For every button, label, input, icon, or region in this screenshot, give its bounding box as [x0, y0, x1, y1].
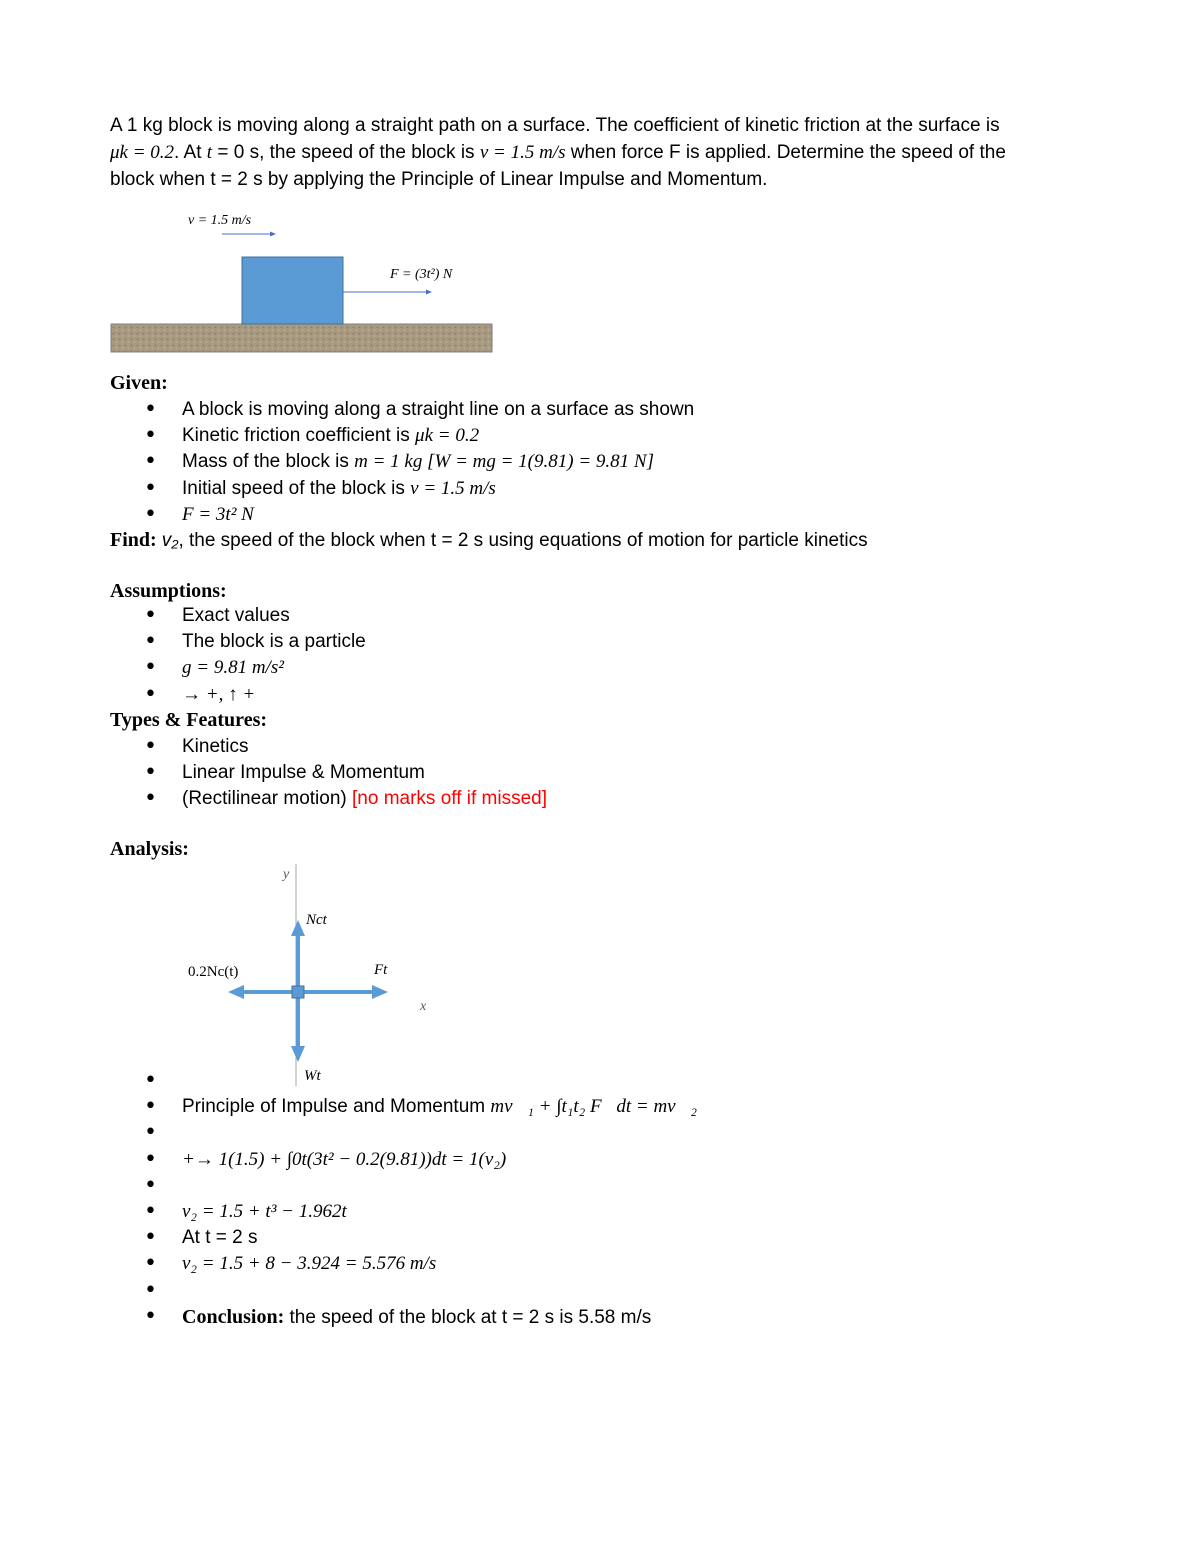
type-item: • Linear Impulse & Momentum — [110, 760, 547, 786]
integral-equation: +→ 1(1.5) + ∫0t(3t² − 0.2(9.81))dt = 1(v₂) — [182, 1148, 507, 1170]
friction-arrow-head — [228, 985, 244, 999]
v2-expression: v₂ = 1.5 + t³ − 1.962t — [182, 1200, 347, 1222]
problem-line-2: μk = 0.2. At t = 0 s, the speed of the block is v = 1.5 m/s when force F is applied. Determine the speed of the — [110, 142, 1006, 163]
y-axis-label: y — [283, 867, 290, 882]
analysis-list — [110, 1068, 697, 1330]
block-figure — [100, 200, 500, 360]
v2-result: v₂ = 1.5 + 8 − 3.924 = 5.576 m/s — [182, 1253, 437, 1275]
particle — [292, 986, 304, 998]
friction-label: 0.2Nc(t) — [188, 964, 239, 980]
initial-speed-value: v = 1.5 m/s — [479, 142, 566, 163]
given-item: • Initial speed of the block is v = 1.5 m/s — [110, 476, 694, 502]
analysis-item — [110, 1173, 697, 1199]
normal-label: Nct — [306, 912, 327, 928]
assumption-item: • g = 9.81 m/s² — [110, 655, 366, 681]
find-line: Find: v₂, the speed of the block when t = 2 s using equations of motion for particle kinetics — [110, 529, 868, 551]
impulse-momentum-equation: mv⃗₁ + ∫t₁t₂ F⃗dt = mv⃗₂ — [490, 1096, 697, 1118]
applied-force-label: Ft — [374, 962, 388, 978]
problem-statement — [110, 112, 1090, 193]
given-item: • F = 3t² N — [110, 502, 694, 528]
type-item: • (Rectilinear motion) [no marks off if missed] — [110, 786, 547, 812]
given-item: • A block is moving along a straight line on a surface as shown — [110, 397, 694, 423]
given-heading: Given: — [110, 372, 168, 394]
types-list — [110, 734, 547, 813]
assumptions-list — [110, 603, 366, 708]
assumption-item: • → +, ↑ + — [110, 682, 366, 708]
force-arrow-head — [426, 290, 432, 295]
normal-arrow-head — [291, 920, 305, 936]
analysis-item — [110, 1199, 697, 1225]
assumption-item: • Exact values — [110, 603, 366, 629]
types-heading: Types & Features: — [110, 709, 268, 731]
analysis-item: • At t = 2 s — [110, 1225, 697, 1251]
problem-line-1: A 1 kg block is moving along a straight path on a surface. The coefficient of kinetic friction at the surface is — [110, 115, 1000, 136]
assumptions-heading: Assumptions: — [110, 580, 227, 602]
given-list — [110, 397, 694, 528]
weight-label: Wt — [304, 1068, 321, 1084]
problem-line-3: block when t = 2 s by applying the Principle of Linear Impulse and Momentum. — [110, 169, 768, 190]
ground — [111, 324, 492, 352]
no-marks-note: [no marks off if missed] — [352, 788, 547, 810]
applied-force-arrow-head — [372, 985, 388, 999]
velocity-label: v = 1.5 m/s — [188, 213, 252, 228]
velocity-arrow-head — [270, 232, 276, 237]
x-axis-label: x — [420, 999, 427, 1014]
analysis-item — [110, 1120, 697, 1146]
weight-arrow-head — [291, 1046, 305, 1062]
type-item: • Kinetics — [110, 734, 547, 760]
free-body-diagram — [170, 860, 470, 1090]
analysis-item: • Principle of Impulse and Momentum mv⃗₁ + ∫t₁t₂ F⃗dt = mv⃗₂ — [110, 1094, 697, 1120]
analysis-heading: Analysis: — [110, 838, 189, 860]
force-label: F = (3t²) N — [390, 267, 453, 282]
mu-k-value: μk = 0.2 — [110, 142, 175, 163]
assumption-item: • The block is a particle — [110, 629, 366, 655]
analysis-item — [110, 1147, 697, 1173]
analysis-item — [110, 1278, 697, 1304]
analysis-item — [110, 1251, 697, 1277]
analysis-item — [110, 1068, 697, 1094]
given-item: • Kinetic friction coefficient is μk = 0.2 — [110, 423, 694, 449]
given-item: • Mass of the block is m = 1 kg [W = mg = 1(9.81) = 9.81 N] — [110, 449, 694, 475]
conclusion: • Conclusion: the speed of the block at t = 2 s is 5.58 m/s — [110, 1304, 697, 1330]
block — [242, 257, 343, 324]
